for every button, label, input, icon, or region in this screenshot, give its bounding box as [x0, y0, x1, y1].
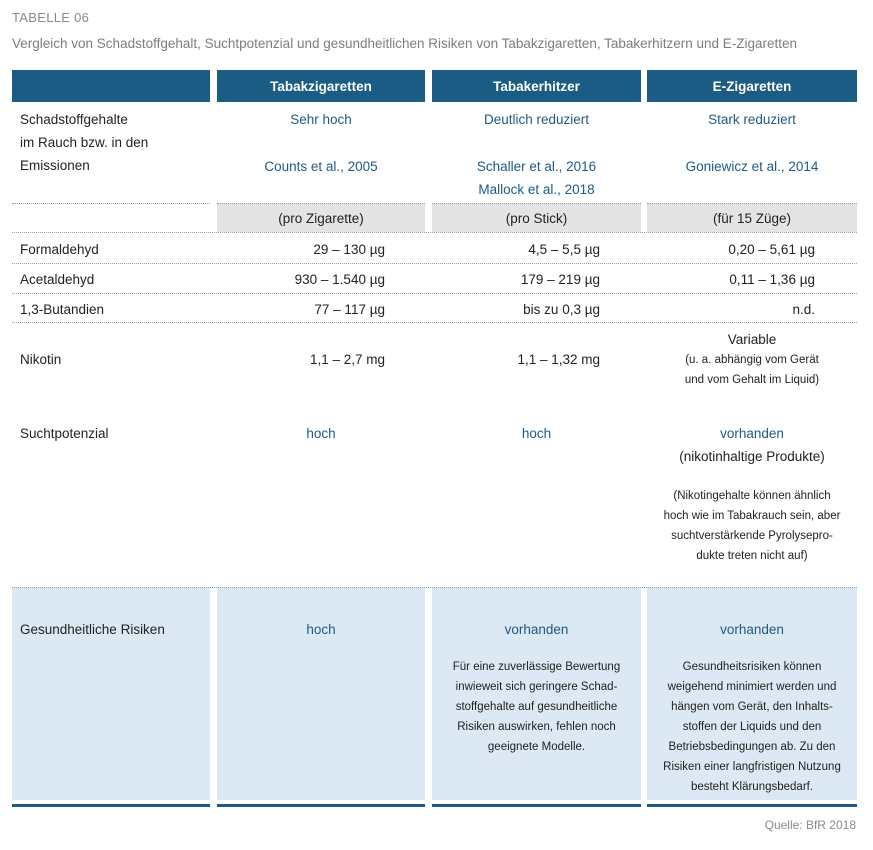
header-tabakzigaretten: Tabakzigaretten: [217, 70, 425, 102]
health-tabakerhitzer-note: Für eine zuverlässige Bewertung inwieweit sich geringere Schad- stoffgehalte auf gesundheitliche Risiken auswirken, fehlen noch geeignete Modelle.: [452, 661, 621, 753]
addiction-tabakerhitzer: hoch: [521, 426, 552, 441]
header-e-zigaretten: E-Zigaretten: [647, 70, 857, 102]
value-acetaldehyd-tabakzigaretten: 930 – 1.540 µg: [294, 272, 385, 287]
value-acetaldehyd-e-zigaretten: 0,11 – 1,36 µg: [729, 272, 815, 287]
addiction-e-zigaretten-sub: (nikotinhaltige Produkte): [679, 449, 825, 464]
rating-tabakerhitzer: Deutlich reduziert: [483, 112, 590, 127]
divider: [12, 232, 857, 233]
row-label-acetaldehyd: Acetaldehyd: [20, 272, 95, 287]
value-acetaldehyd-tabakerhitzer: 179 – 219 µg: [520, 272, 600, 287]
table-subtitle: Vergleich von Schadstoffgehalt, Suchtpotenzial und gesundheitlichen Risiken von Tabakzigaretten, Tabakerhitzern und E-Zigaretten: [12, 36, 798, 51]
source-e-zigaretten: Goniewicz et al., 2014: [685, 159, 819, 174]
unit-e-zigaretten: (für 15 Züge): [647, 203, 857, 232]
health-tabakzigaretten: hoch: [306, 622, 336, 637]
note-nikotin-e-zigaretten: (u. a. abhängig vom Gerät und vom Gehalt im Liquid): [684, 354, 820, 386]
value-formaldehyd-tabakzigaretten: 29 – 130 µg: [313, 242, 385, 257]
header-empty-cell: [12, 70, 210, 102]
bottom-rule: [647, 804, 857, 807]
row-label-suchtpotenzial: Suchtpotenzial: [20, 426, 109, 441]
rating-e-zigaretten: Stark reduziert: [708, 112, 796, 127]
value-nikotin-e-zigaretten: Variable: [727, 332, 777, 347]
health-e-zigaretten-note: Gesundheitsrisiken können weigehend minimiert werden und hängen vom Gerät, den Inhalts- stoffen der Liquids und den Betriebsbedingungen ab. Zu den Risiken einer langfristigen Nutzung besteht Klärungsbedarf.: [663, 661, 841, 793]
value-formaldehyd-tabakerhitzer: 4,5 – 5,5 µg: [528, 242, 600, 257]
divider: [12, 293, 857, 294]
value-nikotin-tabakerhitzer: 1,1 – 1,32 mg: [517, 352, 600, 367]
unit-tabakerhitzer: (pro Stick): [432, 203, 641, 232]
row-label-butandien: 1,3-Butandien: [20, 302, 105, 317]
health-e-zigaretten: vorhanden: [720, 622, 784, 637]
bottom-rule: [12, 804, 210, 807]
value-nikotin-tabakzigaretten: 1,1 – 2,7 mg: [309, 352, 385, 367]
divider: [12, 322, 857, 323]
divider: [12, 587, 857, 588]
value-formaldehyd-e-zigaretten: 0,20 – 5,61 µg: [728, 242, 815, 257]
source-note: Quelle: BfR 2018: [764, 818, 856, 832]
row-label-schadstoffgehalte: Schadstoffgehalte im Rauch bzw. in den Emissionen: [20, 112, 149, 173]
health-tabakerhitzer: vorhanden: [504, 622, 569, 637]
bottom-rule: [432, 804, 641, 807]
bottom-rule: [217, 804, 425, 807]
addiction-e-zigaretten-note: (Nikotingehalte können ähnlich hoch wie im Tabakrauch sein, aber suchtverstärkende Pyrolysepro- dukte treten nicht auf): [663, 490, 841, 562]
row-label-gesundheitliche-risiken: Gesundheitliche Risiken: [20, 622, 165, 637]
value-butandien-tabakerhitzer: bis zu 0,3 µg: [523, 302, 600, 317]
addiction-e-zigaretten: vorhanden: [720, 426, 784, 441]
header-tabakerhitzer: Tabakerhitzer: [432, 70, 641, 102]
addiction-tabakzigaretten: hoch: [306, 426, 336, 441]
divider: [12, 203, 210, 204]
source-tabakerhitzer: Schaller et al., 2016 Mallock et al., 2018: [476, 159, 597, 197]
value-butandien-tabakzigaretten: 77 – 117 µg: [314, 302, 385, 317]
unit-tabakzigaretten: (pro Zigarette): [217, 203, 425, 232]
row-label-formaldehyd: Formaldehyd: [20, 242, 99, 257]
table-label: TABELLE 06: [12, 10, 90, 25]
divider: [12, 263, 857, 264]
value-butandien-e-zigaretten: n.d.: [792, 302, 815, 317]
row-label-nikotin: Nikotin: [20, 352, 62, 367]
source-tabakzigaretten: Counts et al., 2005: [264, 159, 378, 174]
rating-tabakzigaretten: Sehr hoch: [290, 112, 352, 127]
